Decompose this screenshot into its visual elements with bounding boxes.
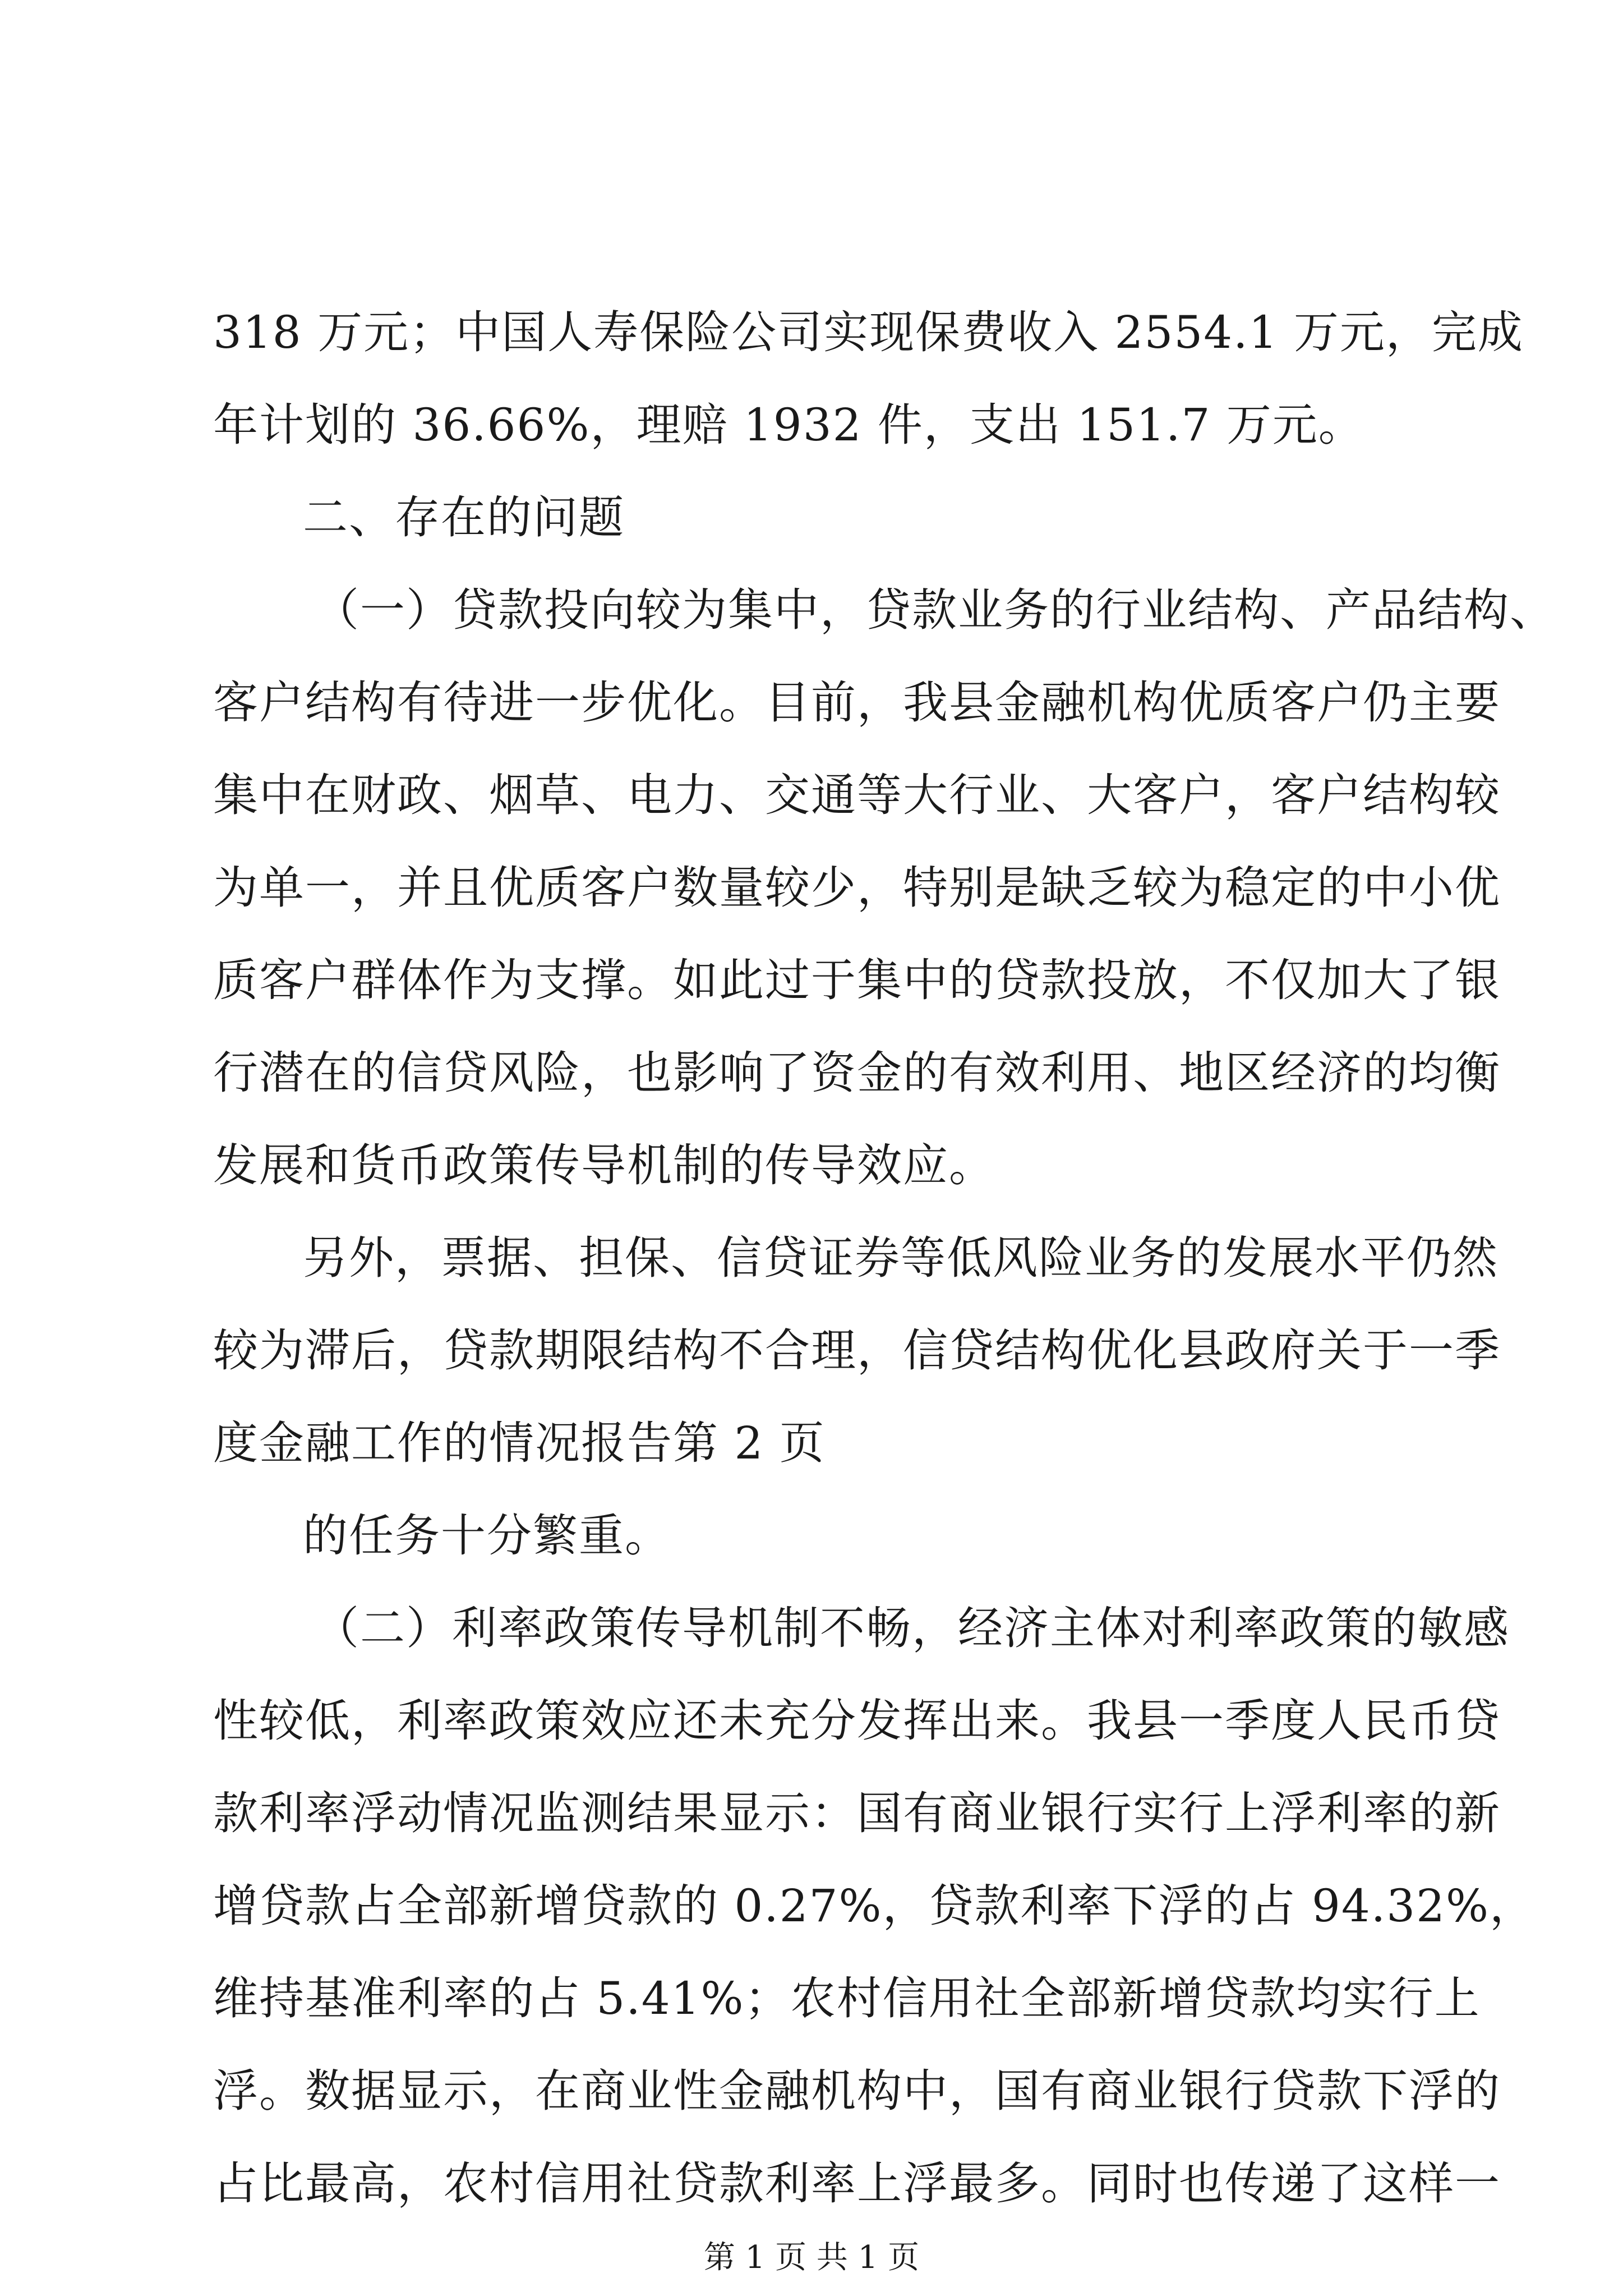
text-line: 占比最高，农村信用社贷款利率上浮最多。同时也传递了这样一 xyxy=(213,2157,1501,2210)
text-line: 浮。数据显示，在商业性金融机构中，国有商业银行贷款下浮的 xyxy=(213,2065,1501,2117)
text-line: 增贷款占全部新增贷款的 0.27%，贷款利率下浮的占 94.32%， xyxy=(213,1880,1536,1932)
text-line: 度金融工作的情况报告第 2 页 xyxy=(213,1417,826,1469)
text-line: 维持基准利率的占 5.41%；农村信用社全部新增贷款均实行上 xyxy=(213,1972,1481,2024)
section-heading: 二、存在的问题 xyxy=(303,491,625,544)
text-line: 年计划的 36.66%，理赔 1932 件，支出 151.7 万元。 xyxy=(213,399,1364,451)
text-line: （二）利率政策传导机制不畅，经济主体对利率政策的敏感 xyxy=(314,1602,1510,1654)
text-line: 行潜在的信贷风险，也影响了资金的有效利用、地区经济的均衡 xyxy=(213,1047,1501,1099)
page-footer: 第 1 页 共 1 页 xyxy=(703,2239,920,2276)
text-line: 为单一，并且优质客户数量较少，特别是缺乏较为稳定的中小优 xyxy=(213,862,1501,914)
text-line: 发展和货币政策传导机制的传导效应。 xyxy=(213,1139,995,1191)
text-line: 较为滞后，贷款期限结构不合理，信贷结构优化县政府关于一季 xyxy=(213,1324,1501,1377)
text-line: 集中在财政、烟草、电力、交通等大行业、大客户，客户结构较 xyxy=(213,769,1501,821)
text-line: 质客户群体作为支撑。如此过于集中的贷款投放，不仅加大了银 xyxy=(213,954,1501,1006)
text-line: 318 万元；中国人寿保险公司实现保费收入 2554.1 万元，完成 xyxy=(213,306,1524,358)
text-line: 款利率浮动情况监测结果显示：国有商业银行实行上浮利率的新 xyxy=(213,1787,1501,1839)
text-line: （一）贷款投向较为集中，贷款业务的行业结构、产品结构、 xyxy=(314,584,1556,636)
text-line: 性较低，利率政策效应还未充分发挥出来。我县一季度人民币贷 xyxy=(213,1695,1501,1747)
text-line: 客户结构有待进一步优化。目前，我县金融机构优质客户仍主要 xyxy=(213,677,1501,729)
text-line: 的任务十分繁重。 xyxy=(303,1510,671,1562)
text-line: 另外，票据、担保、信贷证券等低风险业务的发展水平仍然 xyxy=(303,1232,1498,1284)
